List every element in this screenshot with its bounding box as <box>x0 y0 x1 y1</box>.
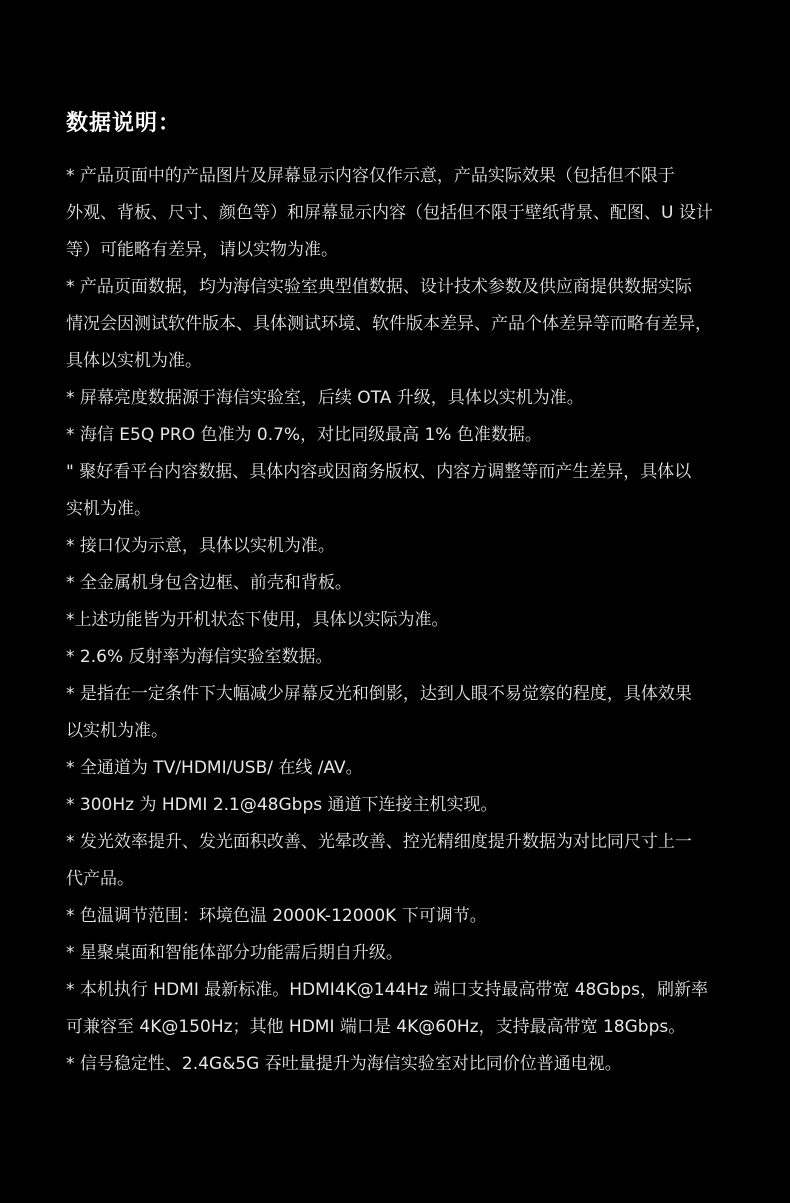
note-item: * 产品页面数据，均为海信实验室典型值数据、设计技术参数及供应商提供数据实际 情况会因测试软件版本、具体测试环境、软件版本差异、产品个体差异等而略有差异， 具体以实机为准。 <box>66 277 712 371</box>
note-item: * 300Hz 为 HDMI 2.1@48Gbps 通道下连接主机实现。 <box>66 795 498 815</box>
note-item: * 星聚桌面和智能体部分功能需后期自升级。 <box>66 943 403 963</box>
note-item: * 信号稳定性、2.4G&5G 吞吐量提升为海信实验室对比同价位普通电视。 <box>66 1054 622 1074</box>
note-item: * 是指在一定条件下大幅减少屏幕反光和倒影，达到人眼不易觉察的程度，具体效果 以实机为准。 <box>66 684 692 741</box>
note-item: * 产品页面中的产品图片及屏幕显示内容仅作示意，产品实际效果（包括但不限于 外观、背板、尺寸、颜色等）和屏幕显示内容（包括但不限于壁纸背景、配图、U 设计 等）可能略有差异，请以实物为准。 <box>66 166 713 260</box>
note-item: * 全金属机身包含边框、前壳和背板。 <box>66 573 352 593</box>
note-item: * 海信 E5Q PRO 色准为 0.7%，对比同级最高 1% 色准数据。 <box>66 425 542 445</box>
note-item: *上述功能皆为开机状态下使用，具体以实际为准。 <box>66 610 449 630</box>
page-title: 数据说明： <box>66 111 182 136</box>
note-item: * 2.6% 反射率为海信实验室数据。 <box>66 647 333 667</box>
note-item: * 本机执行 HDMI 最新标准。HDMI4K@144Hz 端口支持最高带宽 48Gbps，刷新率 可兼容至 4K@150Hz；其他 HDMI 端口是 4K@60Hz，支持最高带宽 18Gbps。 <box>66 980 708 1037</box>
note-item: * 接口仅为示意，具体以实机为准。 <box>66 536 335 556</box>
note-item: * 色温调节范围：环境色温 2000K-12000K 下可调节。 <box>66 906 487 926</box>
note-item: * 发光效率提升、发光面积改善、光晕改善、控光精细度提升数据为对比同尺寸上一 代产品。 <box>66 832 692 889</box>
note-item: * 屏幕亮度数据源于海信实验室，后续 OTA 升级，具体以实机为准。 <box>66 388 584 408</box>
note-item: " 聚好看平台内容数据、具体内容或因商务版权、内容方调整等而产生差异，具体以 实机为准。 <box>66 462 692 519</box>
note-item: * 全通道为 TV/HDMI/USB/ 在线 /AV。 <box>66 758 363 778</box>
notes-list <box>66 158 756 1083</box>
